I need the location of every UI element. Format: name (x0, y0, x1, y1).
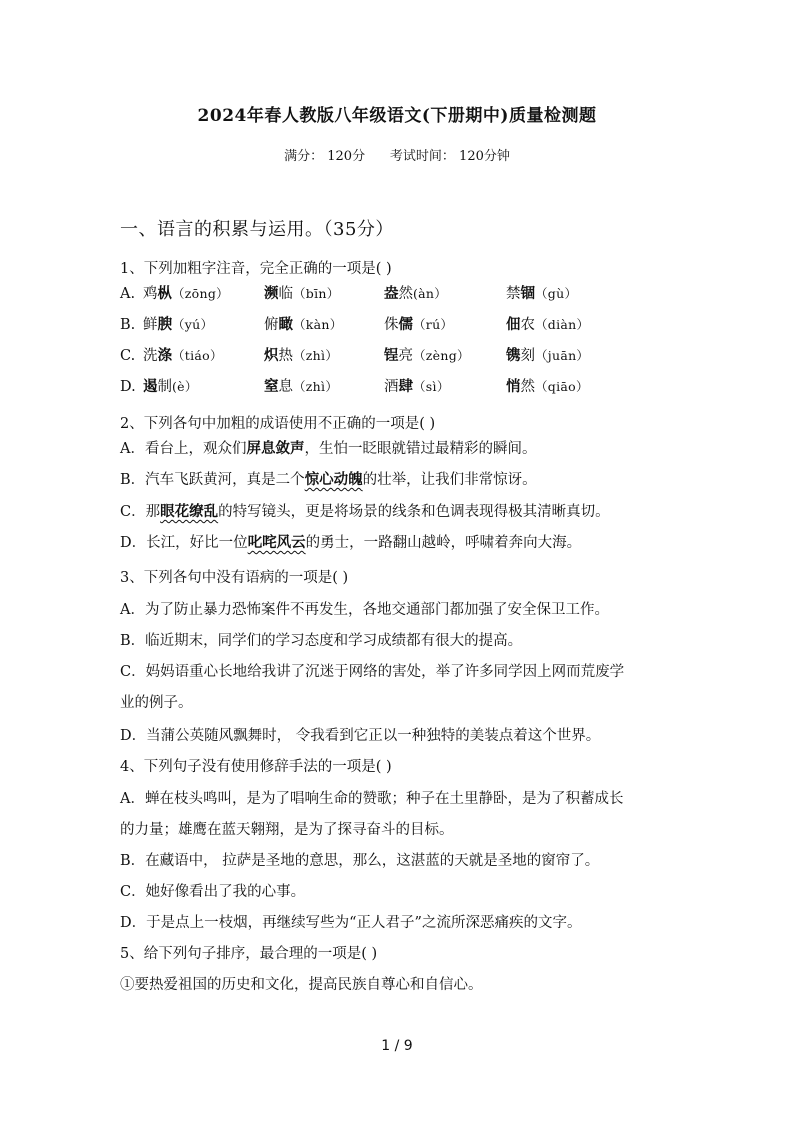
q1-item: 濒临（bīn） (264, 285, 340, 302)
q1-item: 盎然(àn） (384, 285, 448, 302)
q3-option-a: A．为了防止暴力恐怖案件不再发生，各地交通部门都加强了安全保卫工作。 (120, 602, 609, 618)
full-score-value: 120分 (327, 149, 366, 164)
q4-stem: 4、下列句子没有使用修辞手法的一项是( ) (120, 759, 392, 775)
q2-option-a: A．看台上，观众们屏息敛声，生怕一眨眼就错过最精彩的瞬间。 (120, 440, 537, 457)
q5-sentence-1: ①要热爱祖国的历史和文化，提高民族自尊心和自信心。 (120, 977, 483, 993)
page-number: 1 / 9 (381, 1038, 413, 1054)
q3-option-d: D．当蒲公英随风飘舞时， 令我看到它正以一种独特的美装点着这个世界。 (120, 728, 601, 744)
q1-item: 洗涤（tiáo） (143, 347, 223, 364)
time-label: 考试时间： (389, 149, 455, 164)
q3-option-b: B．临近期末，同学们的学习态度和学习成绩都有很大的提高。 (120, 633, 523, 649)
q1-item: 禁锢（gù） (506, 285, 578, 302)
q3-stem: 3、下列各句中没有语病的一项是( ) (120, 570, 349, 586)
q1-item: 悄然（qiāo） (506, 378, 589, 395)
q4-option-b: B．在藏语中， 拉萨是圣地的意思，那么，这湛蓝的天就是圣地的窗帘了。 (120, 853, 600, 869)
q1-item: 佃农（diàn） (506, 316, 590, 333)
q1-item: 酒肆（sì） (384, 378, 450, 395)
time-value: 120分钟 (459, 149, 510, 164)
q1-item: 窒息（zhì） (264, 378, 339, 395)
q1-stem: 1、下列加粗字注音，完全正确的一项是( ) (120, 261, 392, 277)
document-title: 2024年春人教版八年级语文(下册期中)质量检测题 (197, 106, 597, 126)
q5-stem: 5、给下列句子排序，最合理的一项是( ) (120, 946, 378, 962)
q1-item: 镌刻（juān） (506, 347, 590, 364)
q3-option-c: C．妈妈语重心长地给我讲了沉迷于网络的害处，举了许多同学因上网而荒废学 (120, 664, 625, 680)
q4-option-c: C．她好像看出了我的心事。 (120, 884, 306, 900)
q2-stem: 2、下列各句中加粗的成语使用不正确的一项是( ) (120, 416, 436, 432)
q1-item: 炽热（zhì） (264, 347, 339, 364)
q1-item: 鸡枞（zōng） (143, 285, 229, 302)
q1-item: 俯瞰（kàn） (264, 316, 343, 333)
q1-option-label: A. (120, 286, 136, 302)
q4-option-a-cont: 的力量；雄鹰在蓝天翱翔，是为了探寻奋斗的目标。 (120, 822, 454, 838)
q1-option-label: C. (120, 348, 136, 364)
q2-option-b: B．汽车飞跃黄河，真是二个惊心动魄的壮举，让我们非常惊讶。 (120, 471, 537, 488)
full-score-label: 满分： (284, 149, 324, 164)
exam-meta (0, 145, 794, 164)
q1-item: 鲜腴（yú） (143, 316, 214, 333)
q1-option-label: D. (120, 379, 136, 395)
q1-item: 侏儒（rú） (384, 316, 454, 333)
q2-option-c: C．那眼花缭乱的特写镜头，更是将场景的线条和色调表现得极其清晰真切。 (120, 503, 610, 520)
q4-option-d: D．于是点上一枝烟，再继续写些为“正人君子”之流所深恶痛疾的文字。 (120, 915, 582, 931)
q2-option-d: D．长江，好比一位叱咤风云的勇士，一路翻山越岭，呼啸着奔向大海。 (120, 534, 582, 551)
q3-option-c-cont: 业的例子。 (120, 695, 193, 711)
q1-option-label: B. (120, 317, 136, 333)
q1-item: 遏制(è） (143, 378, 198, 395)
section-heading: 一、语言的积累与运用。（35分） (120, 219, 394, 240)
q4-option-a: A．蝉在枝头鸣叫，是为了唱响生命的赞歌；种子在土里静卧，是为了积蓄成长 (120, 791, 624, 807)
q1-item: 锃亮（zèng） (384, 347, 470, 364)
